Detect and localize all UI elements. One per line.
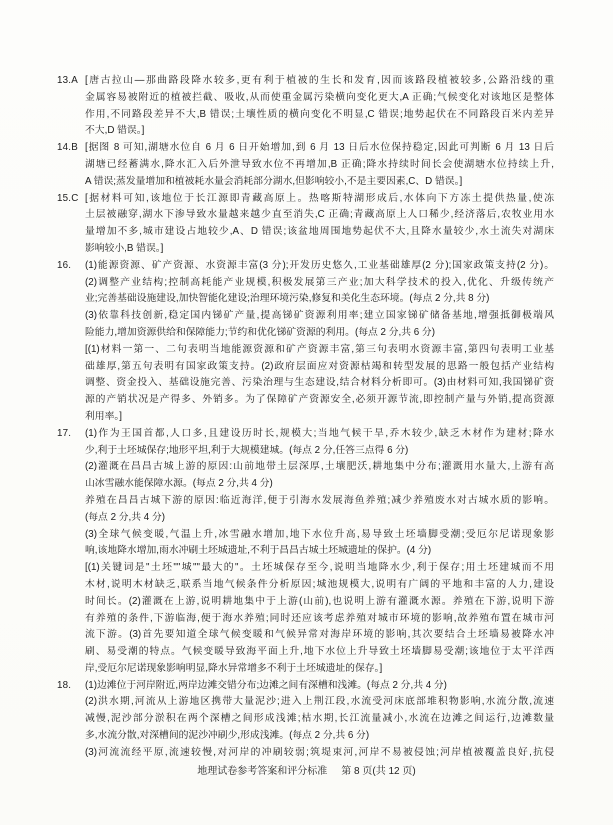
answer-line: 少,利于土坯城保存;地形平坦,利于大规模建城。(每点 2 分,任答三点得 6 分) [85, 444, 409, 456]
answer-line: 岸,受厄尔尼诺现象影响明显,降水异常增多不利于土坯城遗址的保存。] [85, 662, 383, 674]
footer-title: 地理试卷参考答案和评分标准 [197, 766, 328, 777]
answer-line: 养殖在昌昌古城下游的原因:临近海洋,便于引海水发展海鱼养殖;减少养殖废水对古城水质的影响。 [85, 494, 554, 506]
answer-line: [(1)材料一第一、二句表明当地能源资源和矿产资源丰富,第三句表明水资源丰富,第四句表明工业基 [85, 343, 554, 355]
answer-line: 不大,D 错误。] [85, 125, 145, 137]
answer-line: (1)作为王国首都,人口多,且建设历时长,规模大;当地气候干旱,乔木较少,缺乏木材作为建材;降水 [85, 427, 554, 439]
answer-line: (每点 2 分,共 4 分) [85, 511, 166, 523]
answer-line: 刷、易受潮的特点。气候变暖导致海平面上升,地下水位上升导致土坯墙脚易受潮;该地位于太平洋西 [85, 646, 554, 658]
question-number: 15.C [57, 192, 79, 204]
answer-line: 湖塘已经蓄满水,降水汇入后外泄导致水位不再增加,B 正确;降水持续时间长会使湖塘水位持续上升, [85, 158, 554, 170]
answers-column [57, 73, 554, 762]
answer-item-15 [57, 191, 554, 258]
answer-line: (2)调整产业结构;控制高耗能产业规模,积极发展第三产业;加大科学技术的投入,优化、升级传统产 [85, 276, 554, 288]
answer-line: 作用,不同路段差异不大,B 错误;土壤性质的横向变化不明显,C 错误;地势起伏在不同路段百米内差异 [85, 108, 554, 120]
answer-line: 影响较小,B 错误。] [85, 242, 164, 254]
answer-line: 调整、资金投入、基础设施完善、污染治理与生态建设,结合材料分析即可。(3)由材料可知,我国锑矿资 [85, 377, 554, 389]
answer-line: 利用率。] [85, 410, 123, 422]
page-footer [0, 764, 613, 780]
answer-line: 时间长。(2)灌溉在上游,说明耕地集中于上游(山前),也说明上游有灌溉水源。养殖在下游,说明下游 [85, 595, 554, 607]
answer-item-18 [57, 678, 554, 762]
answer-line: (2)灌溉在昌昌古城上游的原因:山前地带土层深厚,土壤肥沃,耕地集中分布;灌溉用水量大,上游有高 [85, 461, 554, 473]
question-number: 13.A [57, 75, 78, 86]
answer-item-17 [57, 426, 554, 678]
answer-line: A 错误;蒸发量增加和植被耗水量会消耗部分湖水,但影响较小,不是主要因素,C、D 错误。] [85, 175, 463, 187]
answer-line: [(1)关键词是"土坯""城""最大的"。土坯城保存至今,说明当地降水少,利于保存;用土坯建城而不用 [85, 562, 554, 574]
answer-line: 土层被融穿,湖水下渗导致水量越来越少直至消失,C 正确;青藏高原上人口稀少,经济落后,农牧业用水 [85, 209, 554, 221]
answer-line: [据图 8 可知,湖塘水位自 6 月 6 日开始增加,到 6 月 13 日后水位保持稳定,因此可判断 6 月 13 日后 [85, 142, 554, 154]
question-number: 14.B [57, 142, 78, 154]
answer-item-16 [57, 258, 554, 426]
answer-line: 木材,说明木材缺乏,联系当地气候条件分析原因;城池规模大,说明有广阔的平地和丰富的人力,建设 [85, 578, 554, 590]
answer-line: 源的产销状况是产得多、外销多。为了保障矿产资源安全,必须开源节流,即控制产量与外销,提高资源 [85, 394, 554, 406]
answer-line: 响,该地降水增加,雨水冲刷土坯城遗址,不利于昌昌古城土坯城遗址的保护。(4 分) [85, 545, 432, 557]
footer-page-number: 第 8 页(共 12 页) [341, 766, 416, 777]
question-number: 16. [57, 259, 72, 271]
question-number: 17. [57, 427, 72, 439]
answer-line: [据材料可知,该地位于长江源即青藏高原上。热喀斯特湖形成后,水体向下方冻土提供热量,使冻 [85, 192, 554, 204]
answer-line: 流下游。(3)首先要知道全球气候变暖和气候异常对海岸环境的影响,其次要结合土坯墙易被降水冲 [85, 629, 554, 641]
question-number: 18. [57, 679, 72, 691]
answer-line: (3)依靠科技创新,稳定国内锑矿产量,提高锑矿资源利用率;建立国家锑矿储备基地,增强抵御极端风 [85, 310, 554, 322]
answer-line: (1)边滩位于河岸附近,两岸边滩交错分布;边滩之间有深槽和浅滩。(每点 2 分,共 4 分) [85, 679, 447, 691]
answer-line: [唐古拉山—那曲路段降水较多,更有利于植被的生长和发育,因而该路段植被较多,公路沿线的重 [85, 75, 554, 86]
answer-line: 多,水流分散,对深槽间的泥沙冲刷少,形成浅滩。(每点 2 分,共 6 分) [85, 730, 370, 742]
answer-item-14 [57, 140, 554, 190]
answer-line: 础雄厚,第五句表明有国家政策支持。(2)政府层面应对资源枯竭和转型发展的思路一般包括产业结构 [85, 360, 554, 372]
answer-line: 有养殖的条件,下游临海,便于海水养殖;同时还应该考虑养殖对城市环境的影响,故养殖布置在城市河 [85, 612, 554, 624]
answer-line: (3)全球气候变暖,气温上升,冰雪融水增加,地下水位升高,易导致土坯墙脚受潮;受厄尔尼诺现象影 [85, 528, 554, 540]
answer-line: 量增加不多,城市建设占地较少,A、D 错误;该盆地周围地势起伏不大,且降水量较少,水土流失对湖床 [85, 226, 554, 238]
answer-line: 业;完善基础设施建设,加快智能化建设;治理环境污染,修复和美化生态环境。(每点 2 分,共 8 分) [85, 293, 490, 305]
answer-item-13 [57, 73, 554, 140]
answer-line: 减慢,泥沙部分淤积在两个深槽之间形成浅滩;枯水期,长江流量减小,水流在边滩之间运行,边滩数量 [85, 713, 554, 725]
answer-line: (3)河流流经平原,流速较慢,对河岸的冲刷较弱;筑堤束河,河岸不易被侵蚀;河岸植被覆盖良好,抗侵 [85, 746, 554, 758]
answer-line: 险能力,增加资源供给和保障能力;节约和优化锑矿资源的利用。(每点 2 分,共 6 分) [85, 326, 435, 338]
answer-line: 金属容易被附近的植被拦截、吸收,从而使重金属污染横向变化更大,A 正确;气候变化对该地区是整体 [85, 91, 554, 103]
answer-line: 山冰雪融水能保障水源。(每点 2 分,共 4 分) [85, 478, 273, 490]
answer-line: (1)能源资源、矿产资源、水资源丰富(3 分);开发历史悠久,工业基础雄厚(2 分);国家政策支持(2 分)。 [85, 259, 554, 271]
answer-line: (2)洪水期,河流从上游地区携带大量泥沙;进入上荆江段,水流受河床底部堆积物影响,水流分散,流速 [85, 696, 554, 708]
